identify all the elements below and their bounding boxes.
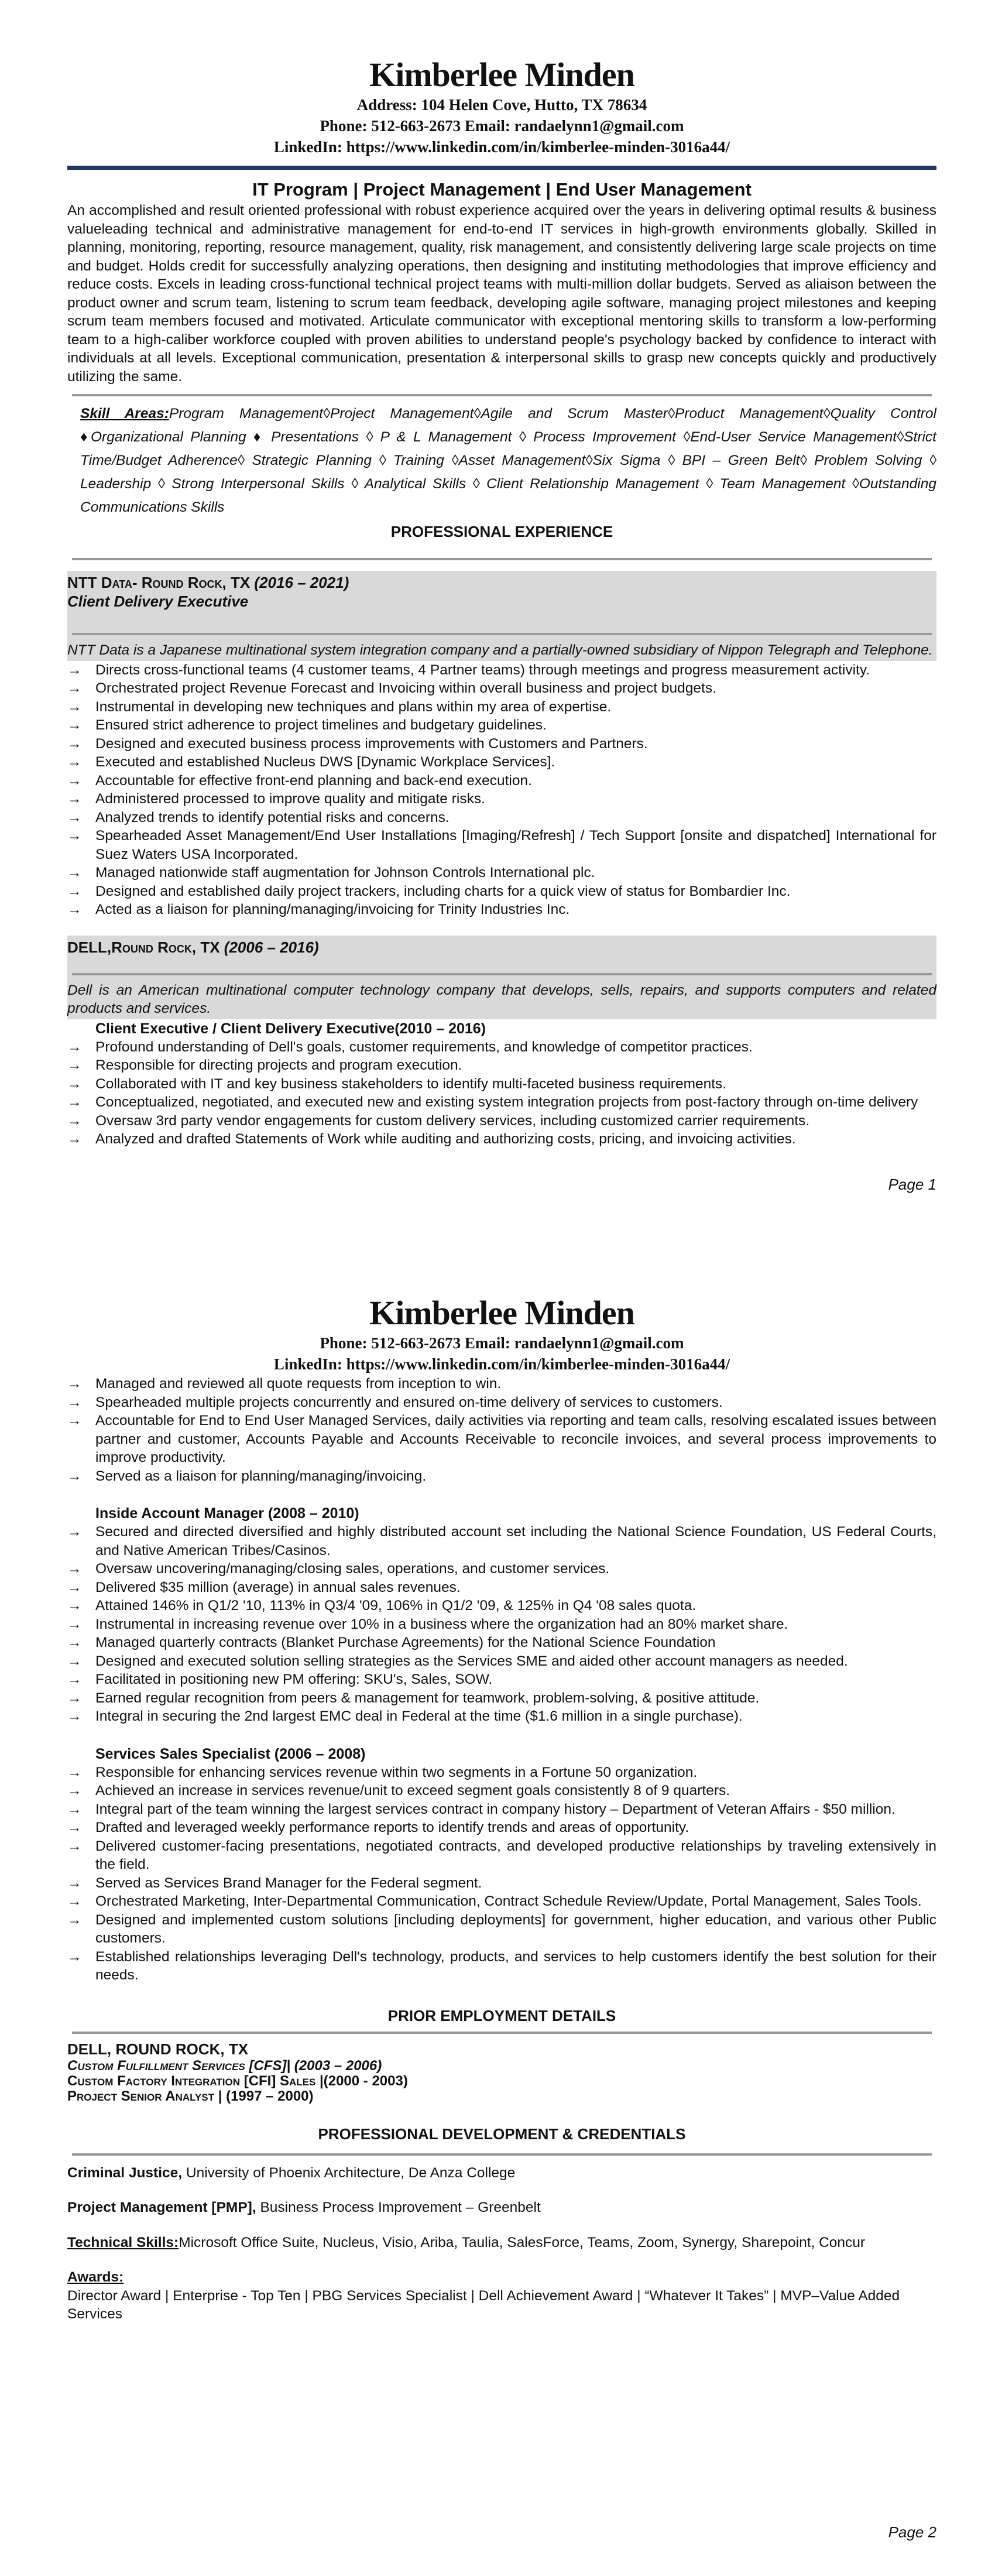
bullet-item [67, 1597, 936, 1615]
bullet-item [67, 716, 936, 735]
arrow-bullet-icon: → [67, 698, 82, 715]
arrow-bullet-icon: → [67, 1039, 82, 1055]
arrow-bullet-icon: → [67, 1690, 82, 1706]
bullet-item [67, 698, 936, 717]
education-1: Criminal Justice, University of Phoenix Architecture, De Anza College [67, 2164, 516, 2181]
bullet-text: Orchestrated Marketing, Inter-Departmental Communication, Contract Schedule Review/Update, Portal Management, Sales Tools. [95, 1893, 922, 1909]
bullet-text: Spearheaded multiple projects concurrently and ensured on-time delivery of services to customers. [95, 1394, 723, 1410]
arrow-bullet-icon: → [67, 1468, 82, 1484]
bullet-item [67, 1874, 936, 1893]
section-title-credentials: PROFESSIONAL DEVELOPMENT & CREDENTIALS [318, 2125, 686, 2143]
linkedin: LinkedIn: https://www.linkedin.com/in/kimberlee-minden-3016a44/ [273, 138, 730, 156]
bullet-item [67, 1075, 936, 1094]
divider [72, 973, 932, 975]
arrow-bullet-icon: → [67, 1893, 82, 1909]
arrow-bullet-icon: → [67, 1413, 82, 1429]
arrow-bullet-icon: → [67, 1801, 82, 1817]
phone-email: Phone: 512-663-2673 Email: randaelynn1@gmail.com [320, 117, 684, 135]
bullet-item [67, 661, 936, 680]
job-title: Services Sales Specialist (2006 – 2008) [95, 1745, 366, 1762]
bullet-text: Oversaw uncovering/managing/closing sales, operations, and customer services. [95, 1561, 610, 1577]
arrow-bullet-icon: → [67, 1075, 82, 1092]
bullet-item [67, 1523, 936, 1560]
company-dates: (2006 – 2016) [224, 938, 319, 956]
skill-areas [67, 402, 936, 519]
ntt-bullets [67, 661, 936, 919]
bullet-text: Facilitated in positioning new PM offering: SKU's, Sales, SOW. [95, 1671, 493, 1687]
page-number: Page 2 [888, 2523, 936, 2541]
bullet-item [67, 772, 936, 790]
section-title-experience: PROFESSIONAL EXPERIENCE [390, 523, 613, 540]
bullet-text: Earned regular recognition from peers & management for teamwork, problem-solving, & positive attitude. [95, 1690, 760, 1706]
arrow-bullet-icon: → [67, 809, 82, 825]
arrow-bullet-icon: → [67, 1057, 82, 1073]
job-title: Inside Account Manager (2008 – 2010) [95, 1505, 359, 1522]
skill-areas-text: Program Management◊Project Management◊Agile and Scrum Master◊Product Management◊Quality Control ♦Organizational Planning ♦ Presentations ◊ P & L Management ◊ Process Improvement ◊End-User Service Management◊Strict Time/Budget Adherence◊ Strategic Planning ◊ Training ◊Asset Management◊Six Sigma ◊ BPI – Green Belt◊ Problem Solving ◊ Leadership ◊ Strong Interpersonal Skills ◊ Analytical Skills ◊ Client Relationship Management ◊ Team Management ◊Outstanding Communications Skills [80, 406, 936, 515]
candidate-name: Kimberlee Minden [369, 1294, 634, 1332]
company-description: NTT Data is a Japanese multinational system integration company and a partially-owned subsidiary of Nippon Telegraph and Telephone. [67, 642, 933, 658]
bullet-item [67, 1130, 936, 1149]
bullet-item [67, 1056, 936, 1075]
bullet-text: Executed and established Nucleus DWS [Dynamic Workplace Services]. [95, 754, 555, 770]
bullet-text: Orchestrated project Revenue Forecast and Invoicing within overall business and project budgets. [95, 680, 716, 696]
dell-bullets-continued [67, 1375, 936, 1485]
candidate-name: Kimberlee Minden [369, 56, 634, 94]
bullet-item [67, 1837, 936, 1874]
job-title: Client Delivery Executive [67, 592, 249, 610]
bullet-item [67, 1948, 936, 1985]
divider [72, 558, 932, 560]
bullet-text: Instrumental in increasing revenue over 10% in a business where the organization had an 80% market share. [95, 1616, 788, 1632]
bullet-text: Analyzed trends to identify potential risks and concerns. [95, 809, 450, 825]
bullet-text: Secured and directed diversified and highly distributed account set including the National Science Foundation, US Federal Courts, and Native American Tribes/Casinos. [95, 1524, 936, 1558]
arrow-bullet-icon: → [67, 828, 82, 844]
prior-company: DELL, ROUND ROCK, TX [67, 2040, 249, 2058]
prior-role: Custom Factory Integration [CFI] Sales |(2000 - 2003) [67, 2073, 408, 2089]
bullet-text: Accountable for effective front-end planning and back-end execution. [95, 772, 532, 789]
bullet-text: Acted as a liaison for planning/managing/invoicing for Trinity Industries Inc. [95, 902, 570, 917]
page-number: Page 1 [888, 1175, 936, 1193]
bullet-text: Managed and reviewed all quote requests from inception to win. [95, 1376, 502, 1392]
arrow-bullet-icon: → [67, 902, 82, 917]
dell-bullets [67, 1763, 936, 1985]
bullet-text: Served as a liaison for planning/managing/invoicing. [95, 1468, 427, 1484]
arrow-bullet-icon: → [67, 1376, 82, 1392]
bullet-text: Managed nationwide staff augmentation for Johnson Controls International plc. [95, 865, 595, 881]
bullet-item [67, 1578, 936, 1597]
bullet-text: Accountable for End to End User Managed Services, daily activities via reporting and team calls, resolving escalated issues between partner and customer, Accounts Payable and Accounts Receivable to reconcile invoices, and several process improvements to improve productivity. [95, 1413, 936, 1465]
dell-bullets [67, 1523, 936, 1726]
arrow-bullet-icon: → [67, 1616, 82, 1632]
bullet-text: Profound understanding of Dell's goals, customer requirements, and knowledge of competitor practices. [95, 1039, 753, 1055]
arrow-bullet-icon: → [67, 1561, 82, 1577]
arrow-bullet-icon: → [67, 1131, 82, 1147]
bullet-item [67, 735, 936, 753]
bullet-item [67, 1800, 936, 1819]
arrow-bullet-icon: → [67, 1820, 82, 1835]
arrow-bullet-icon: → [67, 735, 82, 752]
section-title-prior: PRIOR EMPLOYMENT DETAILS [387, 2006, 616, 2025]
bullet-item [67, 1412, 936, 1467]
bullet-text: Designed and executed solution selling strategies as the Services SME and aided other account managers as needed. [95, 1653, 848, 1669]
bullet-item [67, 809, 936, 827]
arrow-bullet-icon: → [67, 1764, 82, 1780]
arrow-bullet-icon: → [67, 1948, 82, 1965]
bullet-item [67, 1393, 936, 1412]
bullet-item [67, 679, 936, 698]
bullet-text: Managed quarterly contracts (Blanket Purchase Agreements) for the National Science Foundation [95, 1635, 716, 1650]
arrow-bullet-icon: → [67, 680, 82, 696]
awards-label: Awards: [67, 2269, 124, 2285]
arrow-bullet-icon: → [67, 1783, 82, 1799]
bullet-text: Spearheaded Asset Management/End User Installations [Imaging/Refresh] / Tech Support [onsite and dispatched] International for Suez Waters USA Incorporated. [95, 828, 936, 862]
bullet-text: Established relationships leveraging Dell's technology, products, and services to help customers identify the best solution for their needs. [95, 1948, 936, 1983]
bullet-item [67, 1707, 936, 1726]
company-dates: (2016 – 2021) [254, 574, 349, 591]
arrow-bullet-icon: → [67, 791, 82, 807]
arrow-bullet-icon: → [67, 1875, 82, 1891]
job-title: Client Executive / Client Delivery Executive(2010 – 2016) [95, 1020, 486, 1037]
technical-skills: Technical Skills:Microsoft Office Suite, Nucleus, Visio, Ariba, Taulia, SalesForce, Teams, Zoom, Synergy, Sharepoint, Concur [67, 2234, 866, 2250]
bullet-text: Designed and implemented custom solutions [including deployments] for government, higher education, and various other Public customers. [95, 1912, 936, 1946]
bullet-text: Administered processed to improve quality and mitigate risks. [95, 791, 485, 807]
headline: IT Program | Project Management | End User Management [252, 179, 752, 200]
arrow-bullet-icon: → [67, 1598, 82, 1614]
ntt-company-box [67, 571, 936, 661]
address: Address: 104 Helen Cove, Hutto, TX 78634 [356, 96, 647, 114]
education-2: Project Management [PMP], Business Process Improvement – Greenbelt [67, 2200, 541, 2215]
bullet-text: Delivered $35 million (average) in annual sales revenues. [95, 1579, 461, 1595]
arrow-bullet-icon: → [67, 754, 82, 770]
company-description: Dell is an American multinational computer technology company that develops, sells, repairs, and supports computers and related products and services. [67, 982, 936, 1016]
arrow-bullet-icon: → [67, 1912, 82, 1928]
bullet-text: Ensured strict adherence to project timelines and budgetary guidelines. [95, 717, 547, 733]
bullet-item [67, 790, 936, 809]
dell-bullets [67, 1038, 936, 1149]
company-name: NTT Data- Round Rock, TX [67, 574, 251, 591]
bullet-item [67, 1467, 936, 1486]
dell-company-box [67, 936, 936, 1019]
bullet-text: Drafted and leveraged weekly performance reports to identify trends and areas of opportunity. [95, 1820, 689, 1835]
bullet-item [67, 1615, 936, 1634]
bullet-item [67, 1911, 936, 1948]
resume-page-2 [67, 1294, 936, 2541]
summary: An accomplished and result oriented professional with robust experience acquired over the years in delivering optimal results & business valueleading technical and administrative management for end-to-end IT services in high-growth environments globally. Skilled in planning, monitoring, reporting, resource management, quality, risk management, and consistently delivering large scale projects on time and budget. Holds credit for successfully analyzing operations, then designing and instituting methodologies that improve efficiency and reduce costs. Excels in leading cross-functional technical project teams with multi-million dollar budgets. Served as aliaison between the product owner and scrum team, listening to scrum team feedback, developing agile software, managing project milestones and keeping scrum team members focused and motivated. Articulate communicator with exceptional mentoring skills to transform a low-performing team to a high-caliber workforce coupled with proven abilities to understand people's psychology backed by confidence to interact with individuals at all levels. Exceptional communication, presentation & interpersonal skills to grasp new concepts quickly and productively utilizing the same. [67, 203, 936, 385]
prior-role: Project Senior Analyst | (1997 – 2000) [67, 2088, 314, 2104]
bullet-item [67, 753, 936, 772]
bullet-text: Integral in securing the 2nd largest EMC deal in Federal at the time ($1.6 million in a single purchase). [95, 1708, 743, 1724]
bullet-text: Collaborated with IT and key business stakeholders to identify multi-faceted business requirements. [95, 1075, 727, 1092]
bullet-text: Designed and executed business process improvements with Customers and Partners. [95, 735, 648, 752]
bullet-item [67, 1689, 936, 1708]
divider [72, 394, 932, 396]
arrow-bullet-icon: → [67, 1671, 82, 1687]
arrow-bullet-icon: → [67, 1524, 82, 1540]
linkedin: LinkedIn: https://www.linkedin.com/in/kimberlee-minden-3016a44/ [273, 1355, 730, 1373]
divider [72, 2032, 932, 2034]
phone-email: Phone: 512-663-2673 Email: randaelynn1@gmail.com [320, 1334, 684, 1352]
bullet-text: Designed and established daily project trackers, including charts for a quick view of status for Bombardier Inc. [95, 883, 791, 899]
bullet-text: Attained 146% in Q1/2 '10, 113% in Q3/4 '09, 106% in Q1/2 '09, & 125% in Q4 '08 sales quota. [95, 1598, 696, 1614]
bullet-item [67, 1038, 936, 1057]
arrow-bullet-icon: → [67, 1094, 82, 1110]
bullet-item [67, 1093, 936, 1112]
bullet-item [67, 864, 936, 882]
bullet-item [67, 1375, 936, 1393]
company-name: DELL,Round Rock, TX [67, 938, 220, 956]
arrow-bullet-icon: → [67, 1394, 82, 1410]
resume-page-1 [67, 56, 936, 1194]
arrow-bullet-icon: → [67, 883, 82, 899]
bullet-text: Conceptualized, negotiated, and executed new and existing system integration projects from post-factory through on-time delivery [95, 1094, 918, 1110]
bullet-text: Responsible for enhancing services revenue within two segments in a Fortune 50 organization. [95, 1764, 698, 1780]
bullet-text: Delivered customer-facing presentations, negotiated contracts, and developed productive relationships by traveling extensively in the field. [95, 1838, 936, 1872]
bullet-text: Instrumental in developing new techniques and plans within my area of expertise. [95, 698, 612, 715]
bullet-text: Responsible for directing projects and program execution. [95, 1057, 462, 1073]
bullet-item [67, 1652, 936, 1671]
prior-role: Custom Fulfillment Services [CFS]| (2003 – 2006) [67, 2057, 382, 2074]
bullet-text: Oversaw 3rd party vendor engagements for custom delivery services, including customized carrier requirements. [95, 1112, 810, 1129]
arrow-bullet-icon: → [67, 865, 82, 881]
awards-text: Director Award | Enterprise - Top Ten | PBG Services Specialist | Dell Achievement Award | “Whatever It Takes” | MVP–Value Added Services [67, 2287, 900, 2322]
bullet-item [67, 900, 936, 919]
bullet-text: Served as Services Brand Manager for the Federal segment. [95, 1875, 482, 1891]
divider [72, 633, 932, 635]
arrow-bullet-icon: → [67, 1653, 82, 1669]
arrow-bullet-icon: → [67, 1112, 82, 1129]
header-divider [67, 166, 936, 170]
bullet-item [67, 1892, 936, 1911]
bullet-item [67, 1560, 936, 1578]
arrow-bullet-icon: → [67, 1708, 82, 1724]
arrow-bullet-icon: → [67, 1635, 82, 1650]
bullet-item [67, 1782, 936, 1800]
bullet-item [67, 1112, 936, 1131]
bullet-item [67, 882, 936, 901]
arrow-bullet-icon: → [67, 772, 82, 789]
bullet-text: Directs cross-functional teams (4 customer teams, 4 Partner teams) through meetings and progress measurement activity. [95, 662, 870, 678]
arrow-bullet-icon: → [67, 1838, 82, 1854]
bullet-text: Analyzed and drafted Statements of Work while auditing and authorizing costs, pricing, and invoicing activities. [95, 1131, 796, 1147]
bullet-item [67, 1818, 936, 1837]
bullet-text: Integral part of the team winning the largest services contract in company history – Department of Veteran Affairs - $50 million. [95, 1801, 896, 1817]
bullet-text: Achieved an increase in services revenue/unit to exceed segment goals consistently 8 of 9 quarters. [95, 1783, 730, 1799]
bullet-item [67, 1670, 936, 1689]
skill-areas-label: Skill Areas: [80, 406, 169, 422]
arrow-bullet-icon: → [67, 717, 82, 733]
bullet-item [67, 1763, 936, 1782]
bullet-item [67, 827, 936, 864]
divider [72, 2153, 932, 2156]
bullet-item [67, 1633, 936, 1652]
arrow-bullet-icon: → [67, 1579, 82, 1595]
arrow-bullet-icon: → [67, 662, 82, 678]
